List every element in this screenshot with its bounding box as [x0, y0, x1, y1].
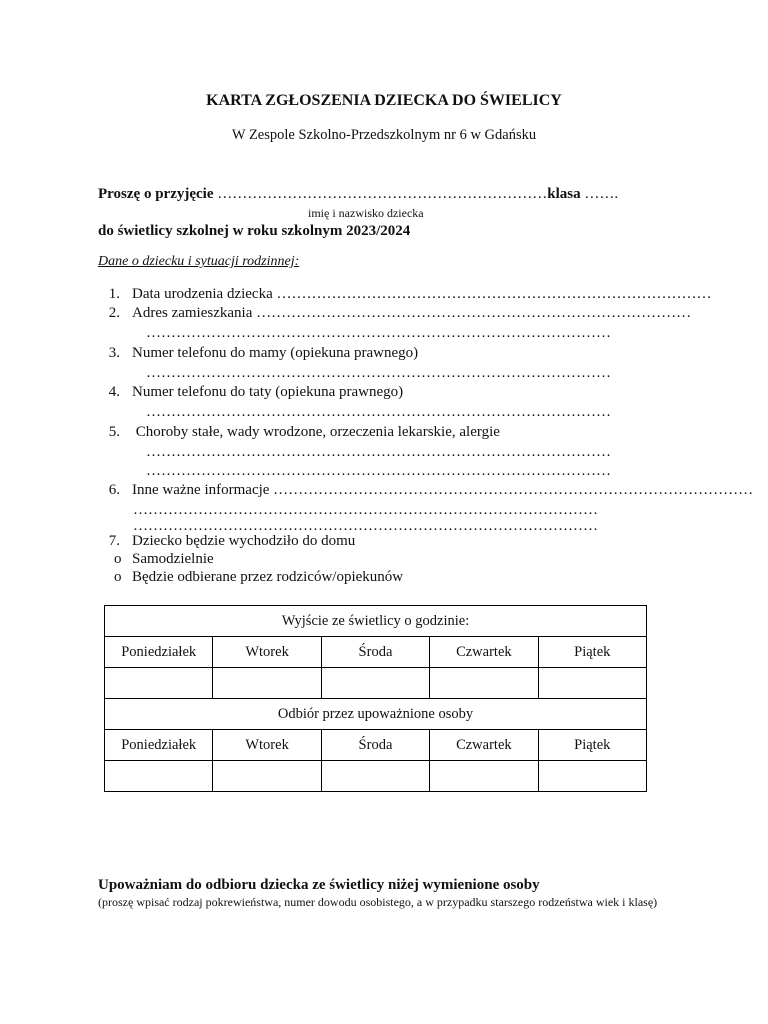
document-title: KARTA ZGŁOSZENIA DZIECKA DO ŚWIELICY: [206, 92, 562, 109]
pickup-cell-tuesday[interactable]: [213, 761, 321, 792]
address-field-line-2[interactable]: …………………………………………………………………………………: [146, 325, 611, 341]
school-year-line: do świetlicy szkolnej w roku szkolnym 2023/2024: [98, 223, 411, 239]
table-row: [105, 668, 647, 699]
day-header: Poniedziałek: [105, 730, 213, 761]
request-label: Proszę o przyjęcie: [98, 186, 214, 202]
pickup-cell-wednesday[interactable]: [321, 761, 429, 792]
exit-time-cell-wednesday[interactable]: [321, 668, 429, 699]
authorize-heading: Upoważniam do odbioru dziecka ze świetlicy niżej wymienione osoby: [98, 877, 540, 893]
day-header: Czwartek: [430, 637, 538, 668]
list-item: 3. Numer telefonu do mamy (opiekuna prawnego): [108, 345, 419, 361]
pickup-cell-friday[interactable]: [538, 761, 646, 792]
option-bullet-icon: o: [114, 551, 122, 567]
pickup-cell-thursday[interactable]: [430, 761, 538, 792]
other-info-field[interactable]: Inne ważne informacje ……………………………………………………………………………………: [132, 482, 754, 498]
request-line: [98, 186, 618, 203]
day-header: Środa: [321, 730, 429, 761]
health-info-field[interactable]: …………………………………………………………………………………: [146, 444, 611, 460]
day-header: Czwartek: [430, 730, 538, 761]
health-info-field-line-2[interactable]: …………………………………………………………………………………: [146, 463, 611, 479]
list-item: 7. Dziecko będzie wychodziło do domu: [108, 533, 356, 549]
list-item: 1. Data urodzenia dziecka ……………………………………………………………………………: [108, 286, 712, 302]
day-header: Piątek: [538, 730, 646, 761]
exit-time-cell-monday[interactable]: [105, 668, 213, 699]
exit-time-cell-friday[interactable]: [538, 668, 646, 699]
authorize-note: (proszę wpisać rodzaj pokrewieństwa, numer dowodu osobistego, a w przypadku starszego rodzeństwa wiek i klasę): [98, 895, 658, 909]
exit-time-cell-tuesday[interactable]: [213, 668, 321, 699]
list-item: 2. Adres zamieszkania ……………………………………………………………………………: [108, 305, 692, 321]
father-phone-field[interactable]: …………………………………………………………………………………: [146, 404, 611, 420]
table-row: [105, 730, 647, 761]
list-item: 6. Inne ważne informacje ……………………………………………………………………………………: [108, 482, 754, 498]
other-info-field-line-3[interactable]: …………………………………………………………………………………: [133, 518, 598, 534]
child-name-field[interactable]: …………………………………………………………: [217, 186, 548, 202]
pickup-header: Odbiór przez upoważnione osoby: [105, 699, 647, 730]
klasa-label: klasa: [547, 186, 581, 202]
exit-time-cell-thursday[interactable]: [430, 668, 538, 699]
day-header: Środa: [321, 637, 429, 668]
other-info-field-line-2[interactable]: …………………………………………………………………………………: [133, 502, 598, 518]
option-self[interactable]: o Samodzielnie: [114, 551, 214, 567]
klasa-field[interactable]: …….: [580, 186, 619, 202]
exit-time-header: Wyjście ze świetlicy o godzinie:: [105, 606, 647, 637]
option-parents[interactable]: o Będzie odbierane przez rodziców/opiekunów: [114, 569, 404, 585]
table-row: [105, 637, 647, 668]
schedule-table: [104, 605, 647, 792]
day-header: Poniedziałek: [105, 637, 213, 668]
address-field[interactable]: Adres zamieszkania ……………………………………………………………………………: [132, 305, 692, 321]
pickup-cell-monday[interactable]: [105, 761, 213, 792]
list-item: 5. Choroby stałe, wady wrodzone, orzeczenia lekarskie, alergie: [108, 424, 500, 440]
day-header: Wtorek: [213, 730, 321, 761]
birth-date-field[interactable]: Data urodzenia dziecka ……………………………………………………………………………: [132, 286, 712, 302]
option-bullet-icon: o: [114, 569, 122, 585]
table-row: [105, 761, 647, 792]
mother-phone-field[interactable]: …………………………………………………………………………………: [146, 365, 611, 381]
list-item: 4. Numer telefonu do taty (opiekuna prawnego): [108, 384, 404, 400]
day-header: Wtorek: [213, 637, 321, 668]
section-heading: Dane o dziecku i sytuacji rodzinnej:: [98, 254, 300, 269]
name-hint: imię i nazwisko dziecka: [308, 206, 424, 220]
document-subtitle: W Zespole Szkolno-Przedszkolnym nr 6 w Gdańsku: [231, 127, 537, 143]
day-header: Piątek: [538, 637, 646, 668]
